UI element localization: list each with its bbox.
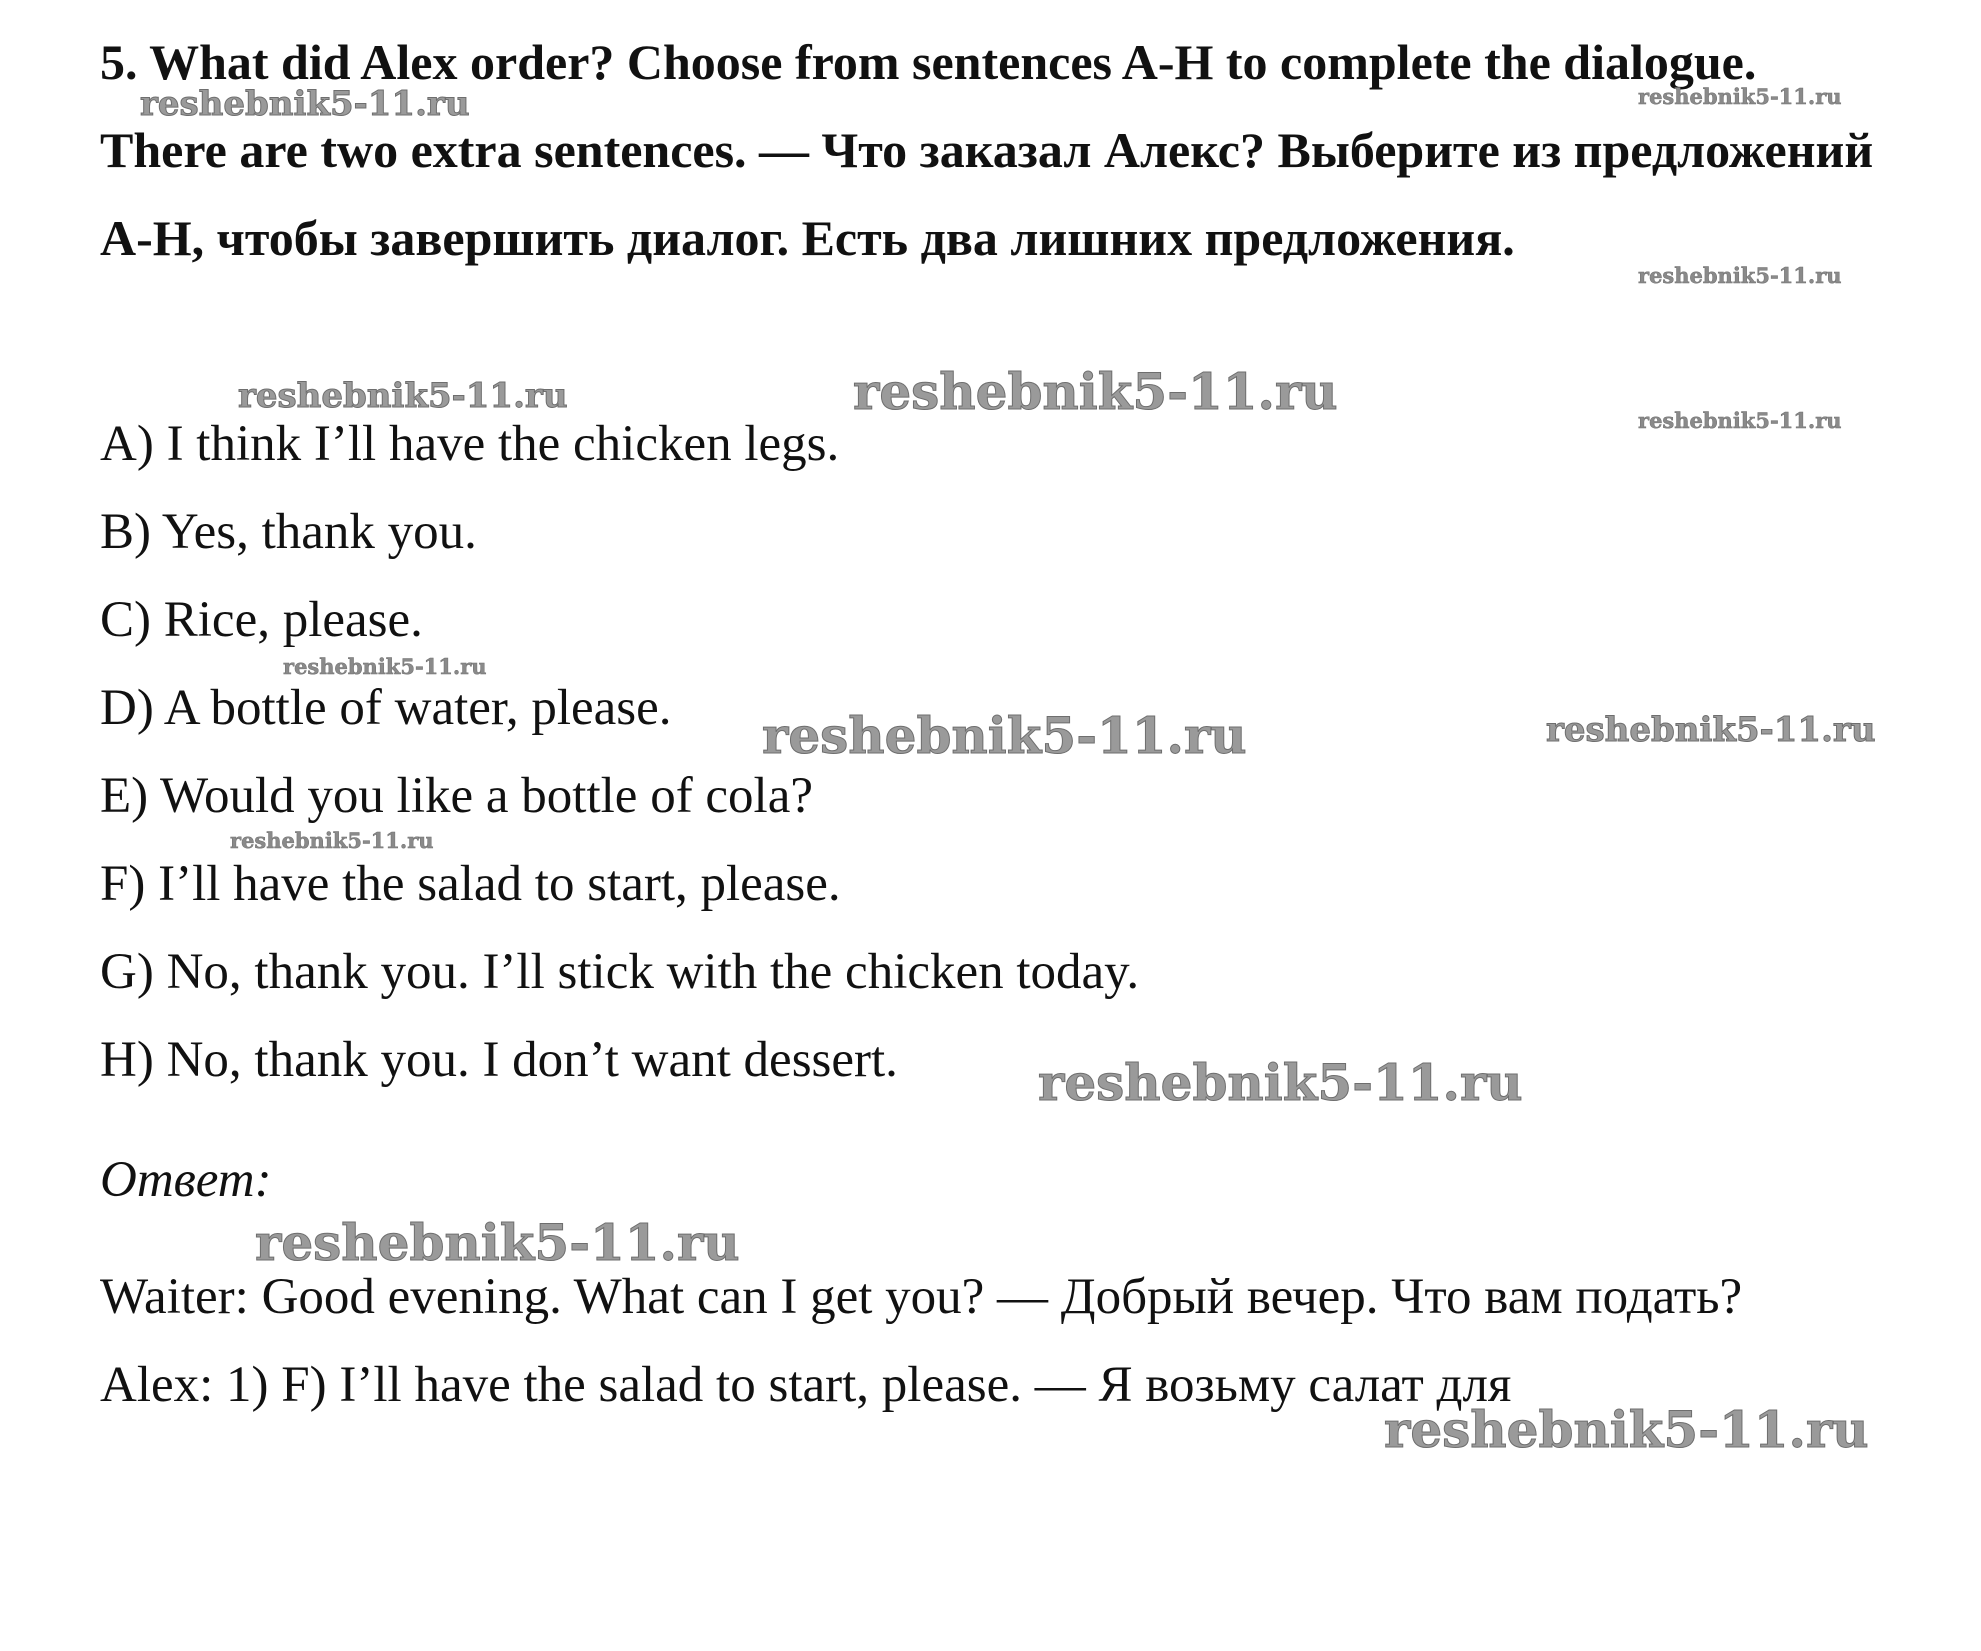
answer-label: Ответ: [100, 1152, 272, 1208]
watermark: reshebnik5-11.ru [1384, 1400, 1869, 1459]
watermark: reshebnik5-11.ru [140, 84, 470, 124]
option-h: H) No, thank you. I don’t want dessert. [100, 1032, 898, 1088]
dialogue-line-alex: Alex: 1) F) I’ll have the salad to start, please. — Я возьму салат для [100, 1357, 1512, 1413]
watermark: reshebnik5-11.ru [238, 376, 568, 416]
watermark: reshebnik5-11.ru [255, 1213, 740, 1272]
watermark: reshebnik5-11.ru [230, 828, 434, 853]
option-f: F) I’ll have the salad to start, please. [100, 856, 841, 912]
watermark: reshebnik5-11.ru [853, 362, 1338, 421]
watermark: reshebnik5-11.ru [1638, 84, 1842, 109]
answer-options-list [100, 400, 1139, 1104]
task-heading: 5. What did Alex order? Choose from sentences A-H to complete the dialogue. There are two extra sentences. — Что заказал Алекс? Выберите из предложений A-H, чтобы завершить диалог. Есть два лишних предложения. [100, 34, 1874, 266]
dialogue-line-waiter: Waiter: Good evening. What can I get you? — Добрый вечер. Что вам подать? [100, 1269, 1743, 1325]
option-g: G) No, thank you. I’ll stick with the chicken today. [100, 944, 1140, 1000]
option-b: B) Yes, thank you. [100, 504, 477, 560]
watermark: reshebnik5-11.ru [1638, 263, 1842, 288]
watermark: reshebnik5-11.ru [762, 706, 1247, 765]
watermark: reshebnik5-11.ru [1038, 1053, 1523, 1112]
watermark: reshebnik5-11.ru [1638, 408, 1842, 433]
option-c: C) Rice, please. [100, 592, 423, 648]
watermark: reshebnik5-11.ru [1546, 710, 1876, 750]
option-e: E) Would you like a bottle of cola? [100, 768, 814, 824]
option-a: A) I think I’ll have the chicken legs. [100, 416, 840, 472]
option-d: D) A bottle of water, please. [100, 680, 672, 736]
answer-dialogue [100, 1253, 1890, 1429]
watermark: reshebnik5-11.ru [283, 654, 487, 679]
